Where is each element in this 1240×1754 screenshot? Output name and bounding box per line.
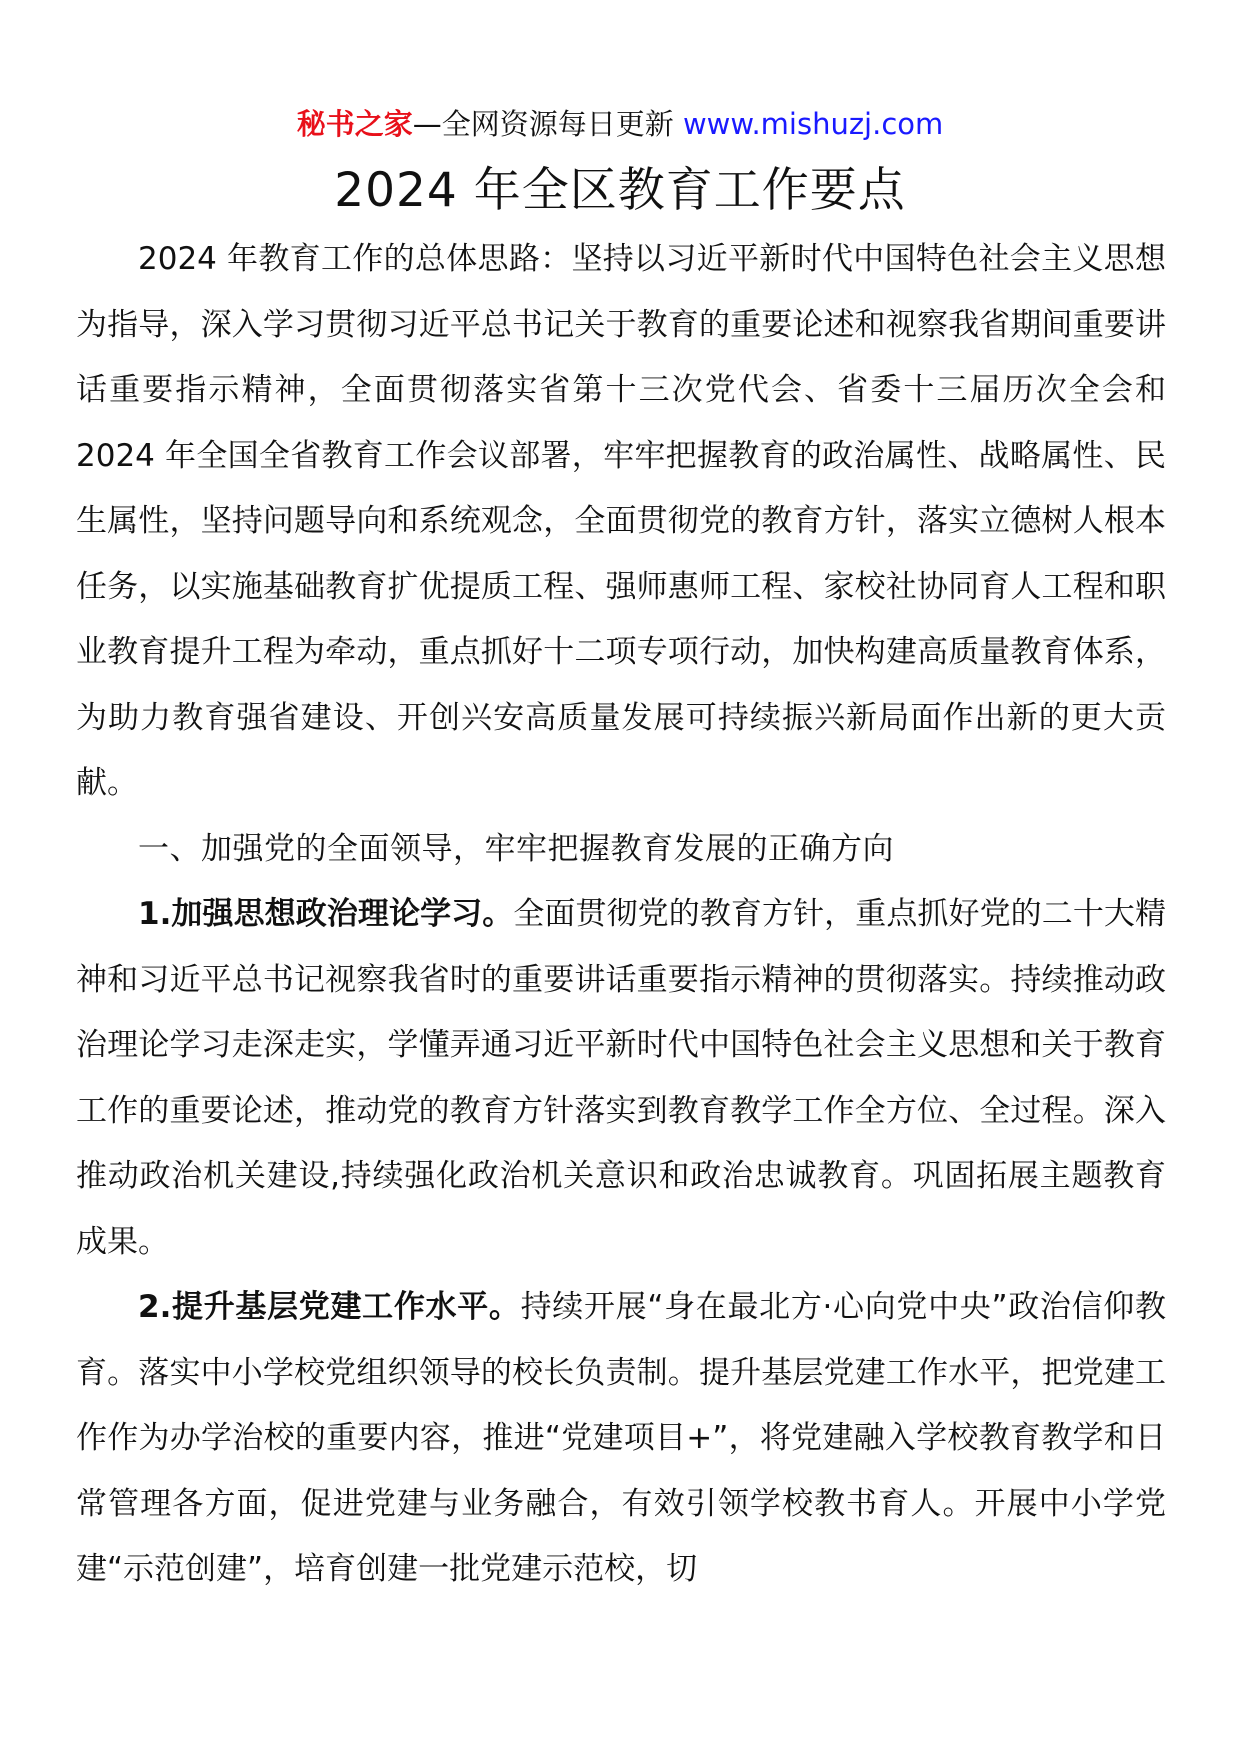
site-header (0, 104, 1240, 144)
item-text-2: 持续开展“身在最北方·心向党中央”政治信仰教育。落实中小学校党组织领导的校长负责制。提升基层党建工作水平，把党建工作作为办学治校的重要内容，推进“党建项目+”，将党建融入学校教育教学和日常管理各方面，促进党建与业务融合，有效引领学校教书育人。开展中小学党建“示范创建”，培育创建一批党建示范校，切 (76, 1289, 1166, 1587)
section-heading: 一、加强党的全面领导，牢牢把握教育发展的正确方向 (138, 830, 894, 867)
site-brand: 秘书之家 (296, 107, 413, 141)
item-paragraph-1 (76, 882, 1166, 1275)
item-text-1: 全面贯彻党的教育方针，重点抓好党的二十大精神和习近平总书记视察我省时的重要讲话重要指示精神的贯彻落实。持续推动政治理论学习走深走实，学懂弄通习近平新时代中国特色社会主义思想和关于教育工作的重要论述，推动党的教育方针落实到教育教学工作全方位、全过程。深入推动政治机关建设,持续强化政治机关意识和政治忠诚教育。巩固拓展主题教育成果。 (76, 896, 1166, 1260)
site-url-link[interactable]: www.mishuzj.com (682, 107, 944, 141)
site-slogan: —全网资源每日更新 (412, 107, 683, 141)
item-heading-2: 2.提升基层党建工作水平。 (138, 1289, 521, 1325)
document-title: 2024 年全区教育工作要点 (334, 163, 906, 218)
document-body (76, 227, 1166, 1603)
item-heading-1: 1.加强思想政治理论学习。 (138, 896, 514, 932)
item-paragraph-2 (76, 1275, 1166, 1603)
intro-paragraph: 2024 年教育工作的总体思路：坚持以习近平新时代中国特色社会主义思想为指导，深入学习贯彻习近平总书记关于教育的重要论述和视察我省期间重要讲话重要指示精神，全面贯彻落实省第十三次党代会、省委十三届历次全会和 2024 年全国全省教育工作会议部署，牢牢把握教育的政治属性、战略属性、民生属性，坚持问题导向和系统观念，全面贯彻党的教育方针，落实立德树人根本任务，以实施基础教育扩优提质工程、强师惠师工程、家校社协同育人工程和职业教育提升工程为牵动，重点抓好十二项专项行动，加快构建高质量教育体系，为助力教育强省建设、开创兴安高质量发展可持续振兴新局面作出新的更大贡献。 (76, 241, 1166, 801)
